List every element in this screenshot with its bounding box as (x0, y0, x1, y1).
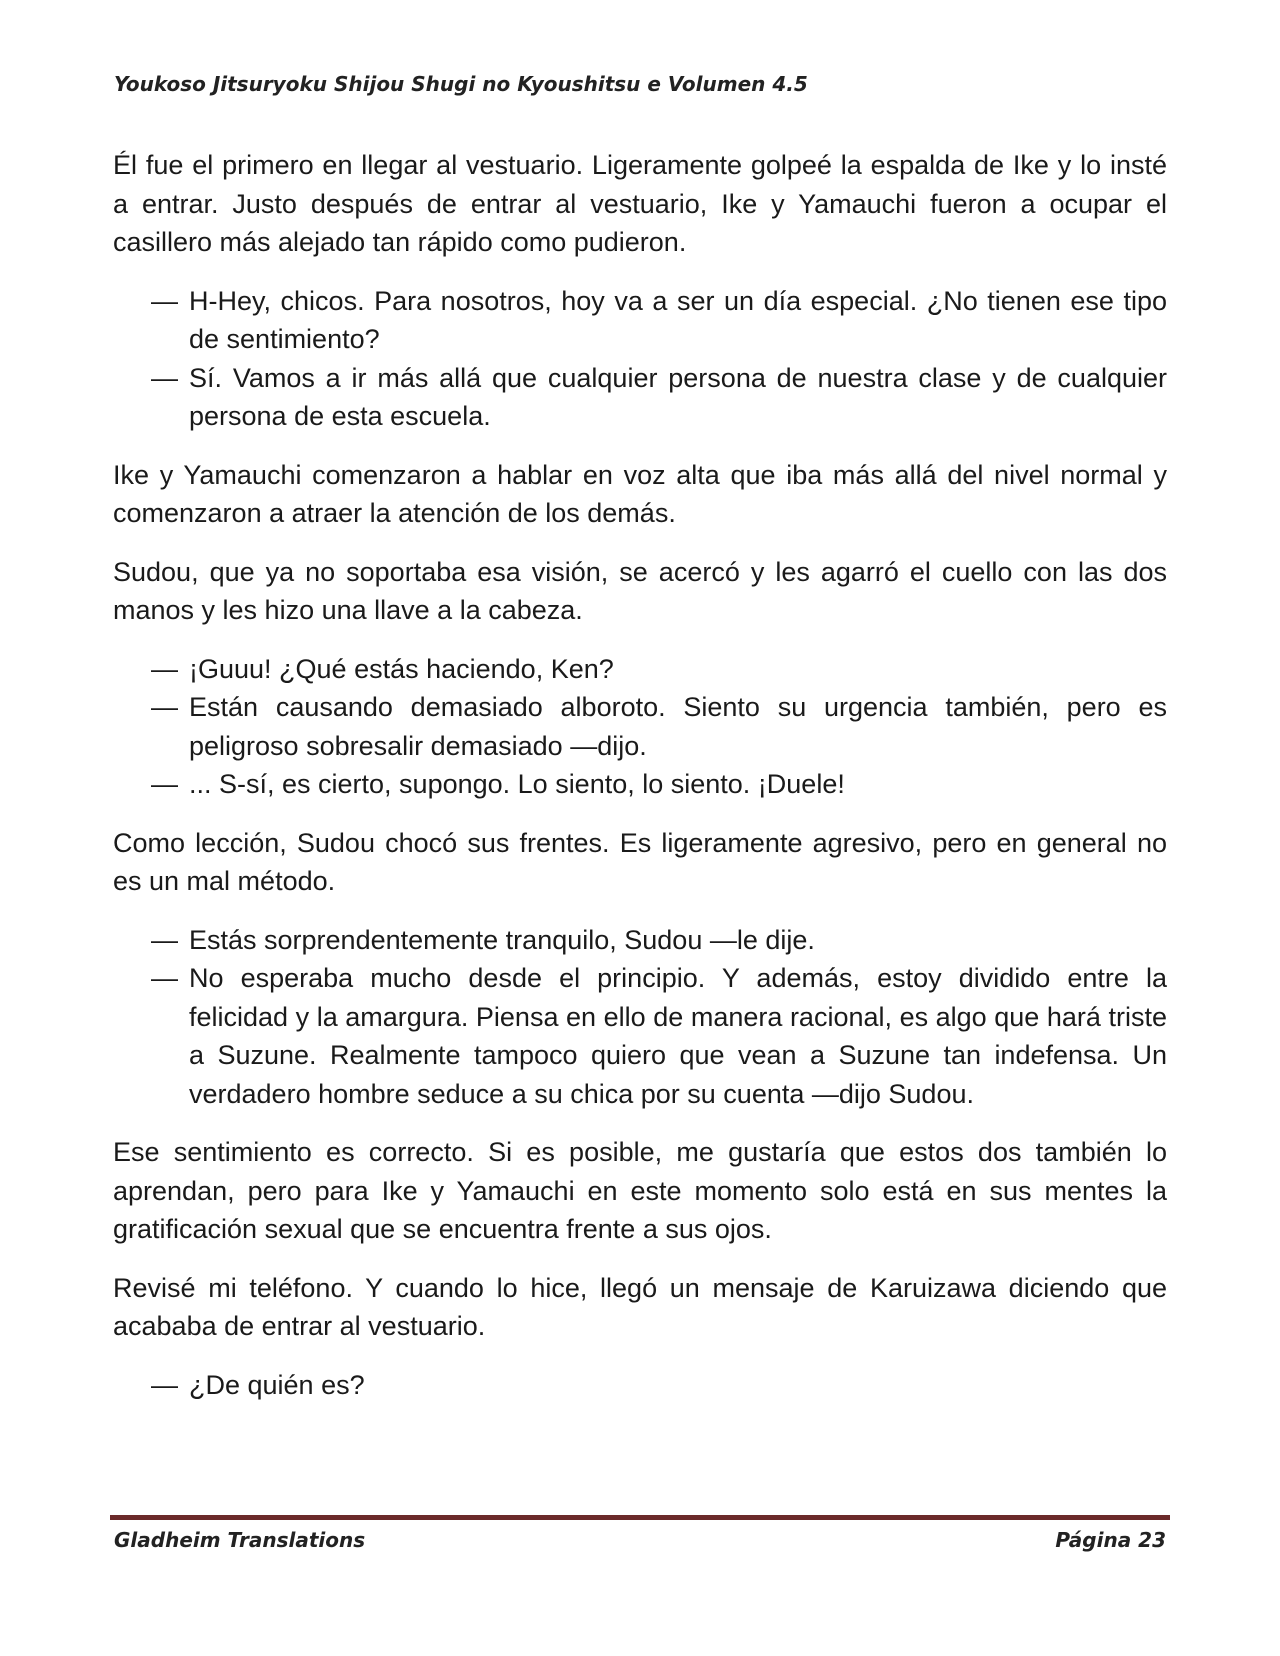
dialogue-text: ... S-sí, es cierto, supongo. Lo siento, lo siento. ¡Duele! (189, 769, 845, 799)
paragraph: Él fue el primero en llegar al vestuario. Ligeramente golpeé la espalda de Ike y lo insté a entrar. Justo después de entrar al vestuario, Ike y Yamauchi fueron a ocupar el casillero más alejado tan rápido como pudieron. (113, 150, 1167, 257)
dialogue-text: Estás sorprendentemente tranquilo, Sudou —le dije. (189, 924, 815, 955)
footer-divider (110, 1515, 1170, 1520)
dialogue-line (113, 959, 1167, 1113)
dialogue-line (113, 921, 1167, 960)
page-body (113, 146, 1167, 1424)
dialogue-dash: — (151, 692, 178, 722)
dialogue-dash: — (151, 1369, 178, 1400)
dialogue-dash: — (151, 285, 178, 316)
dialogue-dash: — (151, 769, 178, 799)
dialogue-block (113, 650, 1167, 804)
dialogue-text: Sí. Vamos a ir más allá que cualquier persona de nuestra clase y de cualquier persona de esta escuela. (189, 362, 1167, 431)
paragraph: Ese sentimiento es correcto. Si es posible, me gustaría que estos dos también lo aprendan, pero para Ike y Yamauchi en este momento solo está en sus mentes la gratificación sexual que se encuentra frente a sus ojos. (113, 1137, 1167, 1244)
dialogue-line (113, 650, 1167, 689)
dialogue-dash: — (151, 362, 178, 393)
page-number: Página 23 (1055, 1528, 1166, 1552)
dialogue-dash: — (151, 653, 178, 684)
running-header: Youkoso Jitsuryoku Shijou Shugi no Kyoushitsu e Volumen 4.5 (114, 72, 808, 96)
dialogue-text: H-Hey, chicos. Para nosotros, hoy va a ser un día especial. ¿No tienen ese tipo de sentimiento? (189, 285, 1167, 354)
dialogue-dash: — (151, 963, 178, 993)
dialogue-block (113, 282, 1167, 436)
dialogue-line (113, 765, 1167, 804)
paragraph: Como lección, Sudou chocó sus frentes. Es ligeramente agresivo, pero en general no es un mal método. (113, 827, 1167, 896)
dialogue-text: No esperaba mucho desde el principio. Y además, estoy dividido entre la felicidad y la amargura. Piensa en ello de manera racional, es algo que hará triste a Suzune. Realmente tampoco quiero que vean a Suzune tan indefensa. Un verdadero hombre seduce a su chica por su cuenta —dijo Sudou. (189, 963, 1167, 1109)
dialogue-block (113, 1366, 1167, 1405)
paragraph: Ike y Yamauchi comenzaron a hablar en voz alta que iba más allá del nivel normal y comenzaron a atraer la atención de los demás. (113, 459, 1167, 528)
paragraph: Revisé mi teléfono. Y cuando lo hice, llegó un mensaje de Karuizawa diciendo que acababa de entrar al vestuario. (113, 1272, 1167, 1341)
paragraph: Sudou, que ya no soportaba esa visión, se acercó y les agarró el cuello con las dos manos y les hizo una llave a la cabeza. (113, 556, 1167, 625)
dialogue-line (113, 282, 1167, 359)
dialogue-dash: — (151, 924, 178, 955)
footer-publisher: Gladheim Translations (114, 1528, 366, 1552)
dialogue-line (113, 1366, 1167, 1405)
dialogue-text: Están causando demasiado alboroto. Siento su urgencia también, pero es peligroso sobresalir demasiado —dijo. (189, 692, 1167, 761)
dialogue-block (113, 921, 1167, 1114)
dialogue-text: ¿De quién es? (189, 1369, 365, 1400)
dialogue-line (113, 688, 1167, 765)
dialogue-line (113, 359, 1167, 436)
dialogue-text: ¡Guuu! ¿Qué estás haciendo, Ken? (189, 653, 614, 684)
